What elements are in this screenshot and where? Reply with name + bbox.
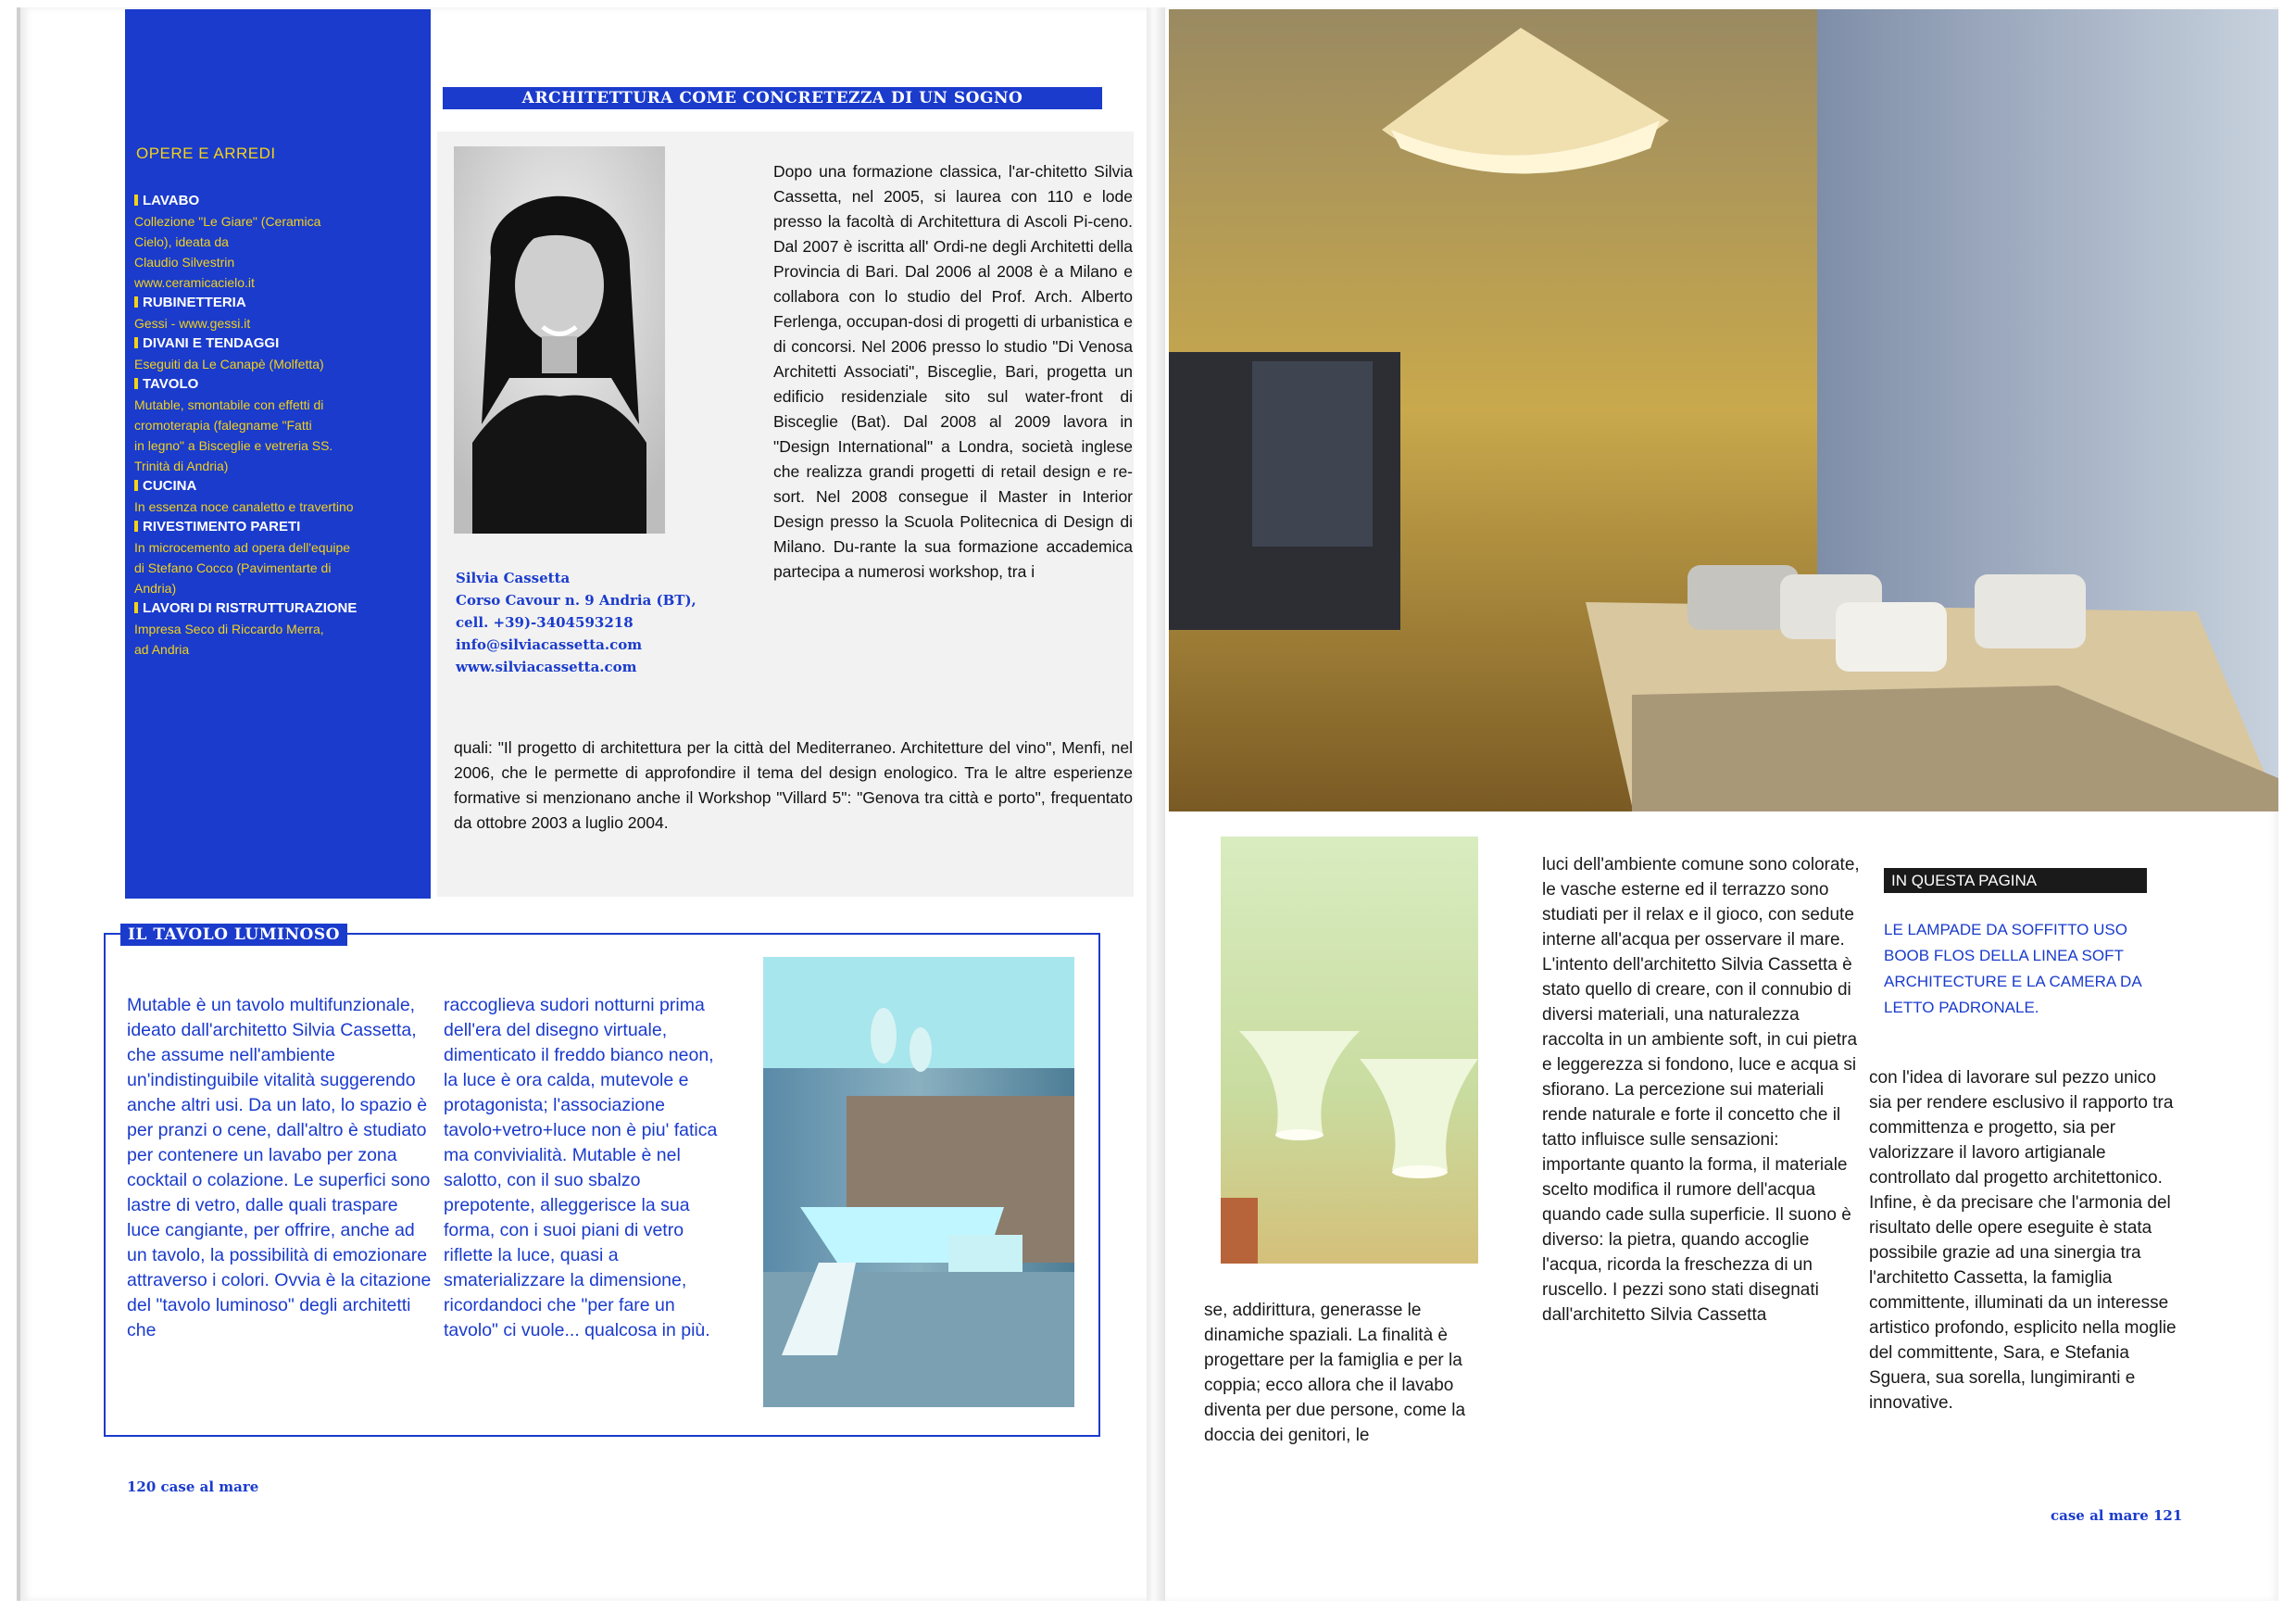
sidebar-item-desc: In microcemento ad opera dell'equipe di Stefano Cocco (Pavimentarte di Andria) bbox=[134, 540, 351, 596]
sidebar-item-title: DIVANI E TENDAGGI bbox=[134, 333, 412, 354]
sidebar-item-title: RUBINETTERIA bbox=[134, 293, 412, 313]
contact-web[interactable]: www.silviacassetta.com bbox=[456, 659, 637, 675]
sidebar-item-title: RIVESTIMENTO PARETI bbox=[134, 517, 412, 537]
in-questa-pagina-label: IN QUESTA PAGINA bbox=[1884, 868, 2147, 893]
folio-right: case al mare 121 bbox=[2051, 1507, 2183, 1524]
sidebar-item-title: LAVORI DI RISTRUTTURAZIONE bbox=[134, 598, 412, 619]
right-text-col3: con l'idea di lavorare sul pezzo unico sia per rendere esclusivo il rapporto tra committenza e progetto, sia per valorizzare il lavoro artigianale controllato dal progetto architettonico. Infine, è da precisare che l'armonia del risultato delle opere eseguite è stata possibile grazie ad una sinergia tra l'architetto Cassetta, la famiglia committente, illuminati da un interesse artistico profondo, esplicito nella moglie del committente, Sara, e Stefania Sguera, sua sorella, lungimiranti e innovative. bbox=[1869, 1068, 2177, 1413]
sidebar-item-desc: Gessi - www.gessi.it bbox=[134, 316, 251, 331]
sidebar-list bbox=[134, 191, 412, 660]
bio-text: Dopo una formazione classica, l'ar-chitetto Silvia Cassetta, nel 2005, si laurea con 110 e lode presso la facoltà di Architettura di Ascoli Pi-ceno. Dal 2007 è iscritta all' Ordi-ne degli Architetti della Provincia di Bari. Dal 2006 al 2008 è a Milano e collabora con lo studio del Prof. Arch. Alberto Ferlenga, occupan-dosi di progetti di urbanistica e di concorsi. Nel 2006 presso lo studio "Di Venosa Architetti Associati", Bisceglie, Bari, progetta un edificio residenziale sito sul water-front di Bisceglie (Bat). Dal 2008 al 2009 lavora in "Design International" a Londra, società inglese che realizza grandi progetti di retail design e re-sort. Nel 2008 consegue il Master in Interior Design presso la Scuola Politecnica di Design di Milano. Du-rante la sua formazione accademica partecipa a numerosi workshop, tra i bbox=[773, 162, 1133, 581]
sidebar-item-desc: Impresa Seco di Riccardo Merra, ad Andria bbox=[134, 622, 324, 657]
sidebar-title: OPERE E ARREDI bbox=[136, 145, 276, 162]
sidebar-item-title: TAVOLO bbox=[134, 374, 412, 395]
contact-block bbox=[456, 567, 724, 678]
opere-arredi-sidebar bbox=[125, 9, 431, 899]
contact-phone: cell. +39)-3404593218 bbox=[456, 614, 634, 631]
bio-text-continued: quali: "Il progetto di architettura per la città del Mediterraneo. Architetture del vino", Menfi, nel 2006, che le permette di approfondire il tema del design enologico. Tra le altre esperienze formative si menzionano anche il Workshop "Villard 5": "Genova tra città e porto", frequentato da ottobre 2003 a luglio 2004. bbox=[454, 738, 1133, 832]
folio-left: 120 case al mare bbox=[127, 1478, 259, 1495]
page-gutter bbox=[1147, 7, 1165, 1601]
contact-email[interactable]: info@silviacassetta.com bbox=[456, 636, 643, 653]
luminous-text-col1: Mutable è un tavolo multifunzionale, ideato dall'architetto Silvia Cassetta, che assume nell'ambiente un'indistinguibile vitalità suggerendo anche altri usi. Da un lato, lo spazio è per pranzi o cene, dall'altro è studiato per contenere un lavabo per zona cocktail o colazione. Le superfici sono lastre di vetro, dalle quali traspare luce cangiante, per offrire, anche ad un tavolo, la possibilità di emozionare attraverso i colori. Ovvia è la citazione del "tavolo luminoso" degli architetti che bbox=[127, 995, 432, 1340]
luminous-table-photo bbox=[763, 957, 1074, 1407]
sidebar-item-title: LAVABO bbox=[134, 191, 412, 211]
sidebar-item bbox=[134, 191, 412, 293]
contact-address: Corso Cavour n. 9 Andria (BT), bbox=[456, 592, 696, 609]
ceiling-lamp-photo bbox=[1221, 837, 1478, 1264]
sidebar-item bbox=[134, 476, 412, 517]
sidebar-item bbox=[134, 598, 412, 660]
sidebar-item-desc: Eseguiti da Le Canapè (Molfetta) bbox=[134, 357, 324, 371]
right-text-col2: luci dell'ambiente comune sono colorate, le vasche esterne ed il terrazzo sono studiati per il relax e il gioco, con sedute interne all'acqua per osservare il mare. L'intento dell'architetto Silvia Cassetta è stato quello di creare, con il connubio di diversi materiali, una naturalezza raccolta in un ambiente soft, in cui pietra e leggerezza si fondono, luce e acqua si sfiorano. La percezione sui materiali rende naturale e forte il concetto che il tatto influisce sulle sensazioni: importante quanto la forma, il materiale scelto modifica il rumore dell'acqua quando cade sulla superficie. Il suono è diverso: la pietra, quando accoglie l'acqua, ricorda la freschezza di un ruscello. I pezzi sono stati disegnati dall'architetto Silvia Cassetta bbox=[1542, 855, 1860, 1325]
luminous-text-col2: raccoglieva sudori notturni prima dell'era del disegno virtuale, dimenticato il freddo bianco neon, la luce è ora calda, mutevole e protagonista; l'associazione tavolo+vetro+luce non è piu' fatica ma convivialità. Mutable è nel salotto, con il suo sbalzo prepotente, alleggerisce la sua forma, con i suoi piani di vetro riflette la luce, quasi a smaterializzare la dimensione, ricordandoci che "per fare un tavolo" ci vuole... qualcosa in più. bbox=[444, 995, 718, 1340]
contact-name: Silvia Cassetta bbox=[456, 570, 571, 586]
sidebar-item-desc: Collezione "Le Giare" (Ceramica Cielo), ideata da Claudio Silvestrin www.ceramicacielo.it bbox=[134, 214, 321, 290]
sidebar-item bbox=[134, 374, 412, 476]
sidebar-item bbox=[134, 517, 412, 598]
portrait-photo bbox=[454, 146, 665, 534]
sidebar-item bbox=[134, 333, 412, 374]
bedroom-photo bbox=[1169, 9, 2278, 812]
article-header: ARCHITETTURA COME CONCRETEZZA DI UN SOGNO bbox=[443, 87, 1102, 109]
sidebar-item-title: CUCINA bbox=[134, 476, 412, 497]
sidebar-item-desc: In essenza noce canaletto e travertino bbox=[134, 499, 354, 514]
photo-caption: LE LAMPADE DA SOFFITTO USO BOOB FLOS DELLA LINEA SOFT ARCHITECTURE E LA CAMERA DA LETTO PADRONALE. bbox=[1884, 921, 2141, 1016]
luminous-table-title: IL TAVOLO LUMINOSO bbox=[120, 924, 347, 946]
right-text-col1: se, addirittura, generasse le dinamiche spaziali. La finalità è progettare per la famiglia e per la coppia; ecco allora che il lavabo diventa per due persone, come la doccia dei genitori, le bbox=[1204, 1301, 1466, 1445]
sidebar-item-desc: Mutable, smontabile con effetti di cromoterapia (falegname "Fatti in legno" a Bisceglie e vetreria SS. Trinità di Andria) bbox=[134, 397, 333, 473]
sidebar-item bbox=[134, 293, 412, 333]
